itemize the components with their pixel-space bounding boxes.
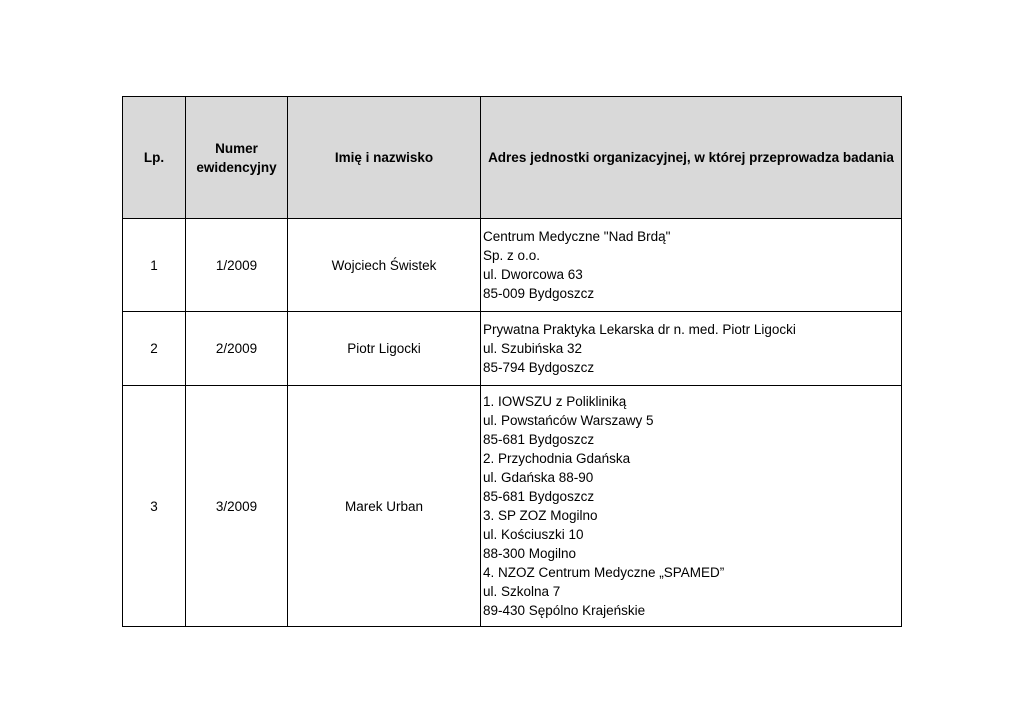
- address-line: ul. Gdańska 88-90: [483, 470, 594, 485]
- cell-name: Piotr Ligocki: [288, 312, 481, 386]
- cell-name: Marek Urban: [288, 386, 481, 627]
- cell-address: [481, 219, 902, 312]
- table-row: [123, 312, 902, 386]
- cell-numer: 2/2009: [186, 312, 288, 386]
- address-line: Sp. z o.o.: [483, 248, 541, 263]
- cell-lp: 2: [123, 312, 186, 386]
- address-line: ul. Szubińska 32: [483, 341, 583, 356]
- address-line: ul. Powstańców Warszawy 5: [483, 413, 654, 428]
- table-row: [123, 219, 902, 312]
- address-line: 85-681 Bydgoszcz: [483, 432, 595, 447]
- address-line: 85-009 Bydgoszcz: [483, 286, 595, 301]
- address-line: Prywatna Praktyka Lekarska dr n. med. Piotr Ligocki: [483, 322, 796, 337]
- header-row: [123, 97, 902, 219]
- address-line: ul. Dworcowa 63: [483, 267, 583, 282]
- cell-numer: 1/2009: [186, 219, 288, 312]
- cell-lp: 3: [123, 386, 186, 627]
- address-line: 85-681 Bydgoszcz: [483, 489, 595, 504]
- header-address: Adres jednostki organizacyjnej, w której przeprowadza badania: [481, 97, 902, 219]
- cell-address: [481, 386, 902, 627]
- cell-name: Wojciech Świstek: [288, 219, 481, 312]
- header-numer-line1: Numer: [215, 140, 258, 156]
- address-line: 88-300 Mogilno: [483, 546, 577, 561]
- header-name: Imię i nazwisko: [288, 97, 481, 219]
- address-line: 89-430 Sępólno Krajeńskie: [483, 603, 646, 618]
- address-line: 2. Przychodnia Gdańska: [483, 451, 631, 466]
- address-line: ul. Kościuszki 10: [483, 527, 584, 542]
- address-line: 85-794 Bydgoszcz: [483, 360, 595, 375]
- address-line: 1. IOWSZU z Polikliniką: [483, 394, 627, 409]
- cell-lp: 1: [123, 219, 186, 312]
- address-line: Centrum Medyczne "Nad Brdą": [483, 229, 671, 244]
- cell-numer: 3/2009: [186, 386, 288, 627]
- address-line: ul. Szkolna 7: [483, 584, 561, 599]
- header-lp: Lp.: [123, 97, 186, 219]
- header-numer-ewidencyjny: [186, 97, 288, 219]
- address-line: 4. NZOZ Centrum Medyczne „SPAMED”: [483, 565, 725, 580]
- header-numer-line2: ewidencyjny: [196, 159, 277, 175]
- registry-table: [122, 96, 902, 627]
- table-row: [123, 386, 902, 627]
- address-line: 3. SP ZOZ Mogilno: [483, 508, 598, 523]
- cell-address: [481, 312, 902, 386]
